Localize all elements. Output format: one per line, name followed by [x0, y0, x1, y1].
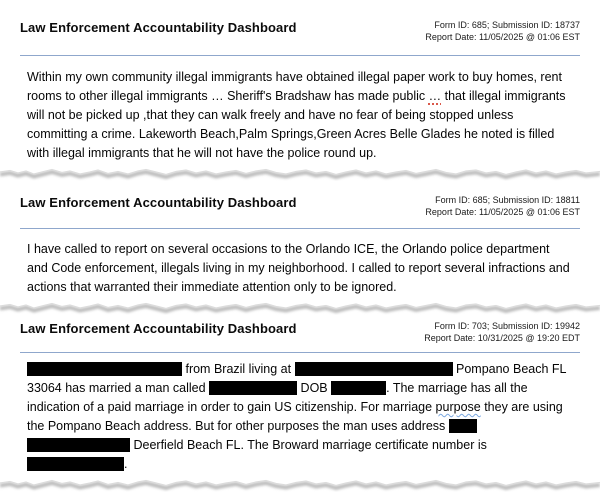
text-segment: they are using the Pompano Beach address. But for other purposes the man uses address: [27, 400, 563, 433]
text-segment: .: [124, 457, 128, 471]
report-text: [27, 360, 573, 474]
text-segment: Deerfield Beach FL. The Broward marriage certificate number is: [130, 438, 487, 452]
text-segment: from Brazil living at: [182, 362, 295, 376]
report-meta: [425, 195, 580, 218]
text-segment: DOB: [297, 381, 332, 395]
redaction-block: [27, 438, 130, 452]
form-submission-id: Form ID: 685; Submission ID: 18811: [435, 195, 580, 205]
report-text: [27, 68, 573, 163]
header-divider-rule: [20, 352, 580, 353]
redaction-block: [209, 381, 297, 395]
text-segment: that illegal immigrants will not be picked up ,that they can walk freely and have no fear of being stopped unless committing a crime. Lakeworth Beach,Palm Springs,Green Acres Belle Glades he noted is filled with illegal immigrants that he will not have the police round up.: [27, 89, 566, 160]
page-title: Law Enforcement Accountability Dashboard: [20, 195, 297, 210]
page-title: Law Enforcement Accountability Dashboard: [20, 20, 297, 35]
section-header: [20, 315, 580, 344]
redaction-block: [27, 457, 124, 471]
report-date: Report Date: 11/05/2025 @ 01:06 EST: [425, 206, 580, 217]
torn-edge-divider: [0, 474, 600, 492]
report-date: Report Date: 10/31/2025 @ 19:20 EDT: [424, 332, 580, 343]
section-header: [20, 0, 580, 43]
section-header: [20, 181, 580, 218]
header-divider-rule: [20, 55, 580, 56]
text-segment: . The marriage has all the indication of a paid marriage in order to gain US citizenship. For marriage: [27, 381, 528, 414]
page-title: Law Enforcement Accountability Dashboard: [20, 321, 297, 336]
text-segment: …: [211, 89, 224, 103]
torn-edge-divider: [0, 297, 600, 315]
text-segment: Within my own community illegal immigrants have obtained illegal paper work to buy homes, rent rooms to other illegal immigrants: [27, 70, 562, 103]
report-meta: [424, 321, 580, 344]
redaction-block: [295, 362, 453, 376]
redaction-block: [331, 381, 386, 395]
report-meta: [425, 20, 580, 43]
report-section-1: [0, 0, 600, 163]
spellcheck-marked-text: purpose: [435, 400, 481, 414]
text-segment: Sheriff's Bradshaw has made public: [223, 89, 429, 103]
redaction-block: [449, 419, 477, 433]
form-submission-id: Form ID: 685; Submission ID: 18737: [434, 20, 580, 30]
report-date: Report Date: 11/05/2025 @ 01:06 EST: [425, 31, 580, 42]
torn-edge-divider: [0, 163, 600, 181]
text-segment: I have called to report on several occasions to the Orlando ICE, the Orlando police department and Code enforcement, illegals living in my neighborhood. I called to report several infractions and actions that warranted their immediate attention only to be ignored.: [27, 242, 570, 294]
report-text: [27, 240, 573, 297]
redaction-block: [27, 362, 182, 376]
spellcheck-marked-text: …: [428, 89, 442, 103]
header-divider-rule: [20, 228, 580, 229]
report-section-3: [0, 315, 600, 474]
form-submission-id: Form ID: 703; Submission ID: 19942: [434, 321, 580, 331]
text-segment: Pompano Beach FL 33064 has married a man called: [27, 362, 567, 395]
report-section-2: [0, 181, 600, 297]
